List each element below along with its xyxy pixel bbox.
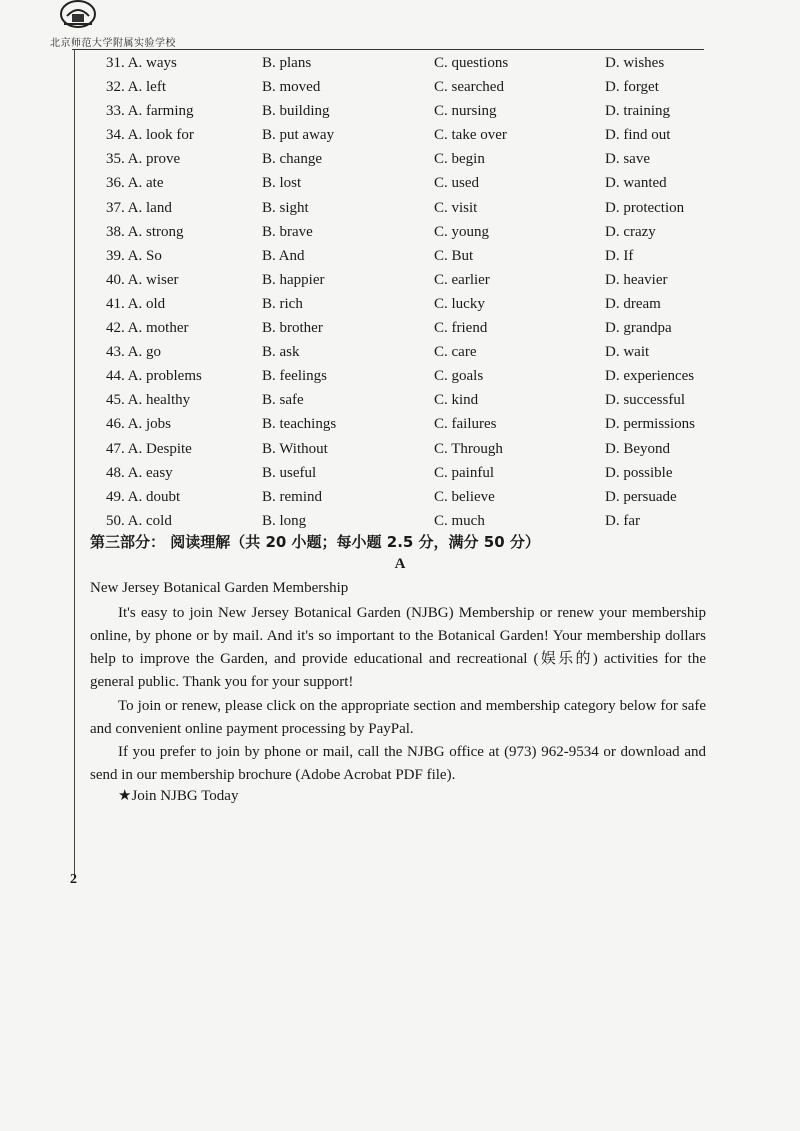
option-a: 35. A. prove [106, 151, 181, 168]
option-c: C. much [434, 512, 485, 529]
option-a: 49. A. doubt [106, 488, 181, 505]
margin-divider [74, 49, 75, 879]
option-a: 46. A. jobs [106, 416, 172, 433]
option-c: C. begin [434, 151, 485, 168]
option-d: D. possible [605, 464, 673, 481]
join-link[interactable]: ★Join NJBG Today [118, 788, 239, 804]
option-b: B. ask [262, 344, 300, 361]
option-d: D. forget [605, 79, 659, 96]
school-name: 北京师范大学附属实验学校 [50, 38, 176, 49]
option-a: 47. A. Despite [106, 440, 192, 457]
option-c: C. kind [434, 392, 479, 409]
option-a: 32. A. left [106, 79, 166, 96]
option-b: B. And [262, 247, 305, 264]
option-d: D. find out [605, 127, 671, 144]
option-c: C. care [434, 344, 477, 361]
option-a: 41. A. old [106, 295, 166, 312]
option-c: C. lucky [434, 295, 485, 312]
option-c: C. visit [434, 199, 478, 216]
option-b: B. sight [262, 199, 309, 216]
option-d: D. wait [605, 344, 650, 361]
option-a: 40. A. wiser [106, 271, 179, 288]
option-a: 50. A. cold [106, 512, 172, 529]
option-c: C. painful [434, 464, 494, 481]
option-a: 37. A. land [106, 199, 172, 216]
passage-paragraph-1: It's easy to join New Jersey Botanical Garden (NJBG) Membership or renew your membership online, by phone or by mail. And it's so important to the Botanical Garden! Your membership dollars help to improve the Garden, and provide educational and recreational (娱乐的) activities for the general public. Thank you for your support! [90, 605, 706, 690]
option-a: 48. A. easy [106, 464, 173, 481]
option-d: D. protection [605, 199, 685, 216]
option-b: B. long [262, 512, 307, 529]
option-c: C. But [434, 247, 474, 264]
option-d: D. successful [605, 392, 685, 409]
option-b: B. brother [262, 320, 323, 337]
section-title: 第三部分： 阅读理解（共 20 小题；每小题 2.5 分，满分 50 分） [90, 533, 540, 551]
option-c: C. friend [434, 320, 488, 337]
passage-paragraph-2: To join or renew, please click on the appropriate section and membership category below for safe and convenient online payment processing by PayPal. [90, 698, 706, 737]
option-b: B. happier [262, 271, 325, 288]
page-number: 2 [70, 872, 77, 887]
option-b: B. put away [262, 127, 335, 144]
option-d: D. If [605, 247, 634, 264]
part-letter: A [394, 556, 406, 572]
option-b: B. building [262, 103, 330, 120]
option-c: C. believe [434, 488, 495, 505]
option-b: B. plans [262, 55, 312, 71]
option-d: D. crazy [605, 223, 656, 240]
option-d: D. dream [605, 295, 661, 312]
option-b: B. feelings [262, 368, 327, 385]
option-c: C. searched [434, 79, 504, 96]
option-d: D. heavier [605, 271, 668, 288]
option-a: 36. A. ate [106, 175, 164, 192]
passage-paragraph-3: If you prefer to join by phone or mail, call the NJBG office at (973) 962-9534 or download and send in our membership brochure (Adobe Acrobat PDF file). [90, 744, 706, 783]
option-c: C. nursing [434, 103, 497, 120]
option-a: 33. A. farming [106, 103, 194, 120]
option-c: C. failures [434, 416, 497, 433]
option-a: 44. A. problems [106, 368, 202, 385]
option-b: B. teachings [262, 416, 337, 433]
option-c: C. take over [434, 127, 507, 144]
option-a: 31. A. ways [106, 55, 177, 71]
option-d: D. permissions [605, 416, 695, 433]
option-b: B. rich [262, 295, 303, 312]
option-b: B. moved [262, 79, 321, 96]
option-b: B. lost [262, 175, 302, 192]
option-a: 42. A. mother [106, 320, 189, 337]
option-c: C. earlier [434, 271, 490, 288]
option-c: C. young [434, 223, 490, 240]
option-d: D. far [605, 512, 640, 529]
option-a: 38. A. strong [106, 223, 184, 240]
option-a: 34. A. look for [106, 127, 194, 144]
option-c: C. goals [434, 368, 484, 385]
option-a: 39. A. So [106, 247, 162, 264]
option-b: B. Without [262, 440, 328, 457]
option-b: B. change [262, 151, 322, 168]
header-divider [72, 49, 704, 50]
option-d: D. experiences [605, 368, 695, 385]
option-b: B. useful [262, 464, 317, 481]
option-b: B. brave [262, 223, 313, 240]
option-d: D. grandpa [605, 320, 672, 337]
option-d: D. wishes [605, 55, 665, 71]
option-d: D. Beyond [605, 440, 670, 457]
option-d: D. save [605, 151, 650, 168]
option-b: B. remind [262, 488, 322, 505]
option-b: B. safe [262, 392, 304, 409]
option-a: 45. A. healthy [106, 392, 191, 409]
option-d: D. persuade [605, 488, 677, 505]
option-c: C. used [434, 175, 479, 192]
passage-title: New Jersey Botanical Garden Membership [90, 580, 349, 596]
option-c: C. Through [434, 440, 503, 457]
option-d: D. training [605, 103, 670, 120]
option-d: D. wanted [605, 175, 667, 192]
option-a: 43. A. go [106, 344, 162, 361]
school-logo-icon [58, 0, 98, 30]
option-c: C. questions [434, 55, 509, 71]
